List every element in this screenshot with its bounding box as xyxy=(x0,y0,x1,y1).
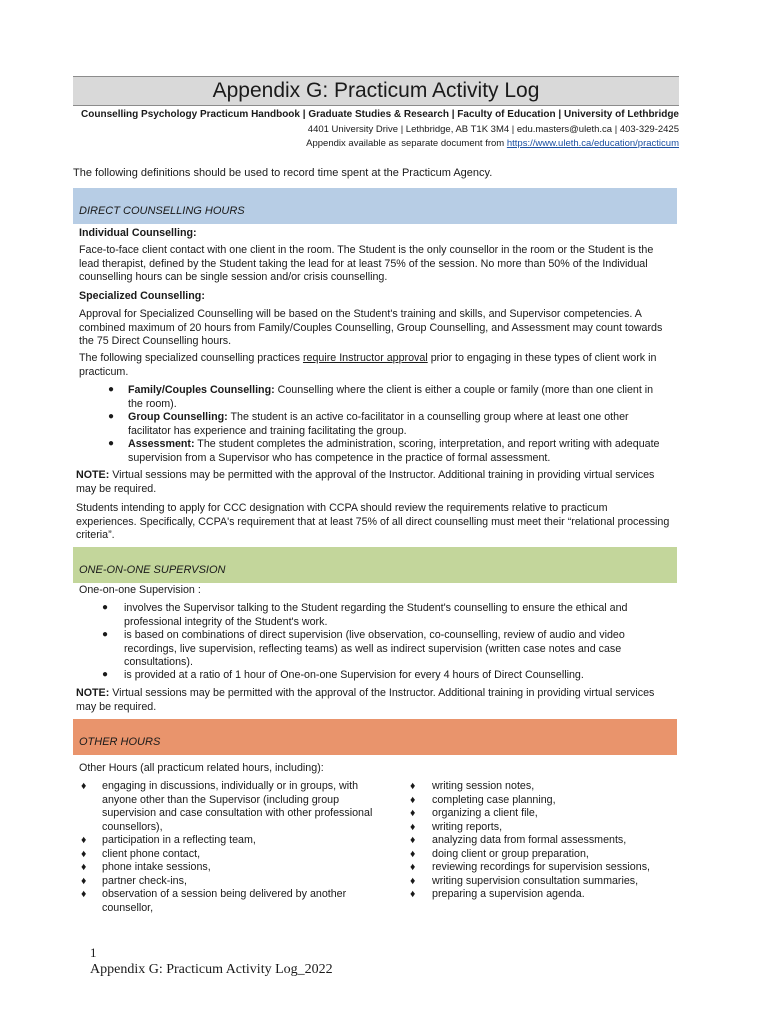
assessment-text: The student completes the administration, scoring, interpretation, and report writing with adequate supervision from a Supervisor who has competence in the practice of formal assessment. xyxy=(128,438,660,464)
contact-address: 4401 University Drive | Lethbridge, AB T1K 3M4 | edu.masters@uleth.ca | 403-329-2425 xyxy=(307,124,679,135)
diamond-bullet-icon: ♦ xyxy=(410,875,416,887)
bullet-icon: ● xyxy=(102,602,109,613)
list-item: doing client or group preparation, xyxy=(432,848,589,860)
specialized-counselling-title: Specialized Counselling: xyxy=(79,290,205,302)
practices-pre: The following specialized counselling practices xyxy=(79,352,303,364)
family-couples-label: Family/Couples Counselling: xyxy=(128,384,275,396)
note-text: Virtual sessions may be permitted with the approval of the Instructor. Additional training in providing virtual services may be required. xyxy=(76,469,655,495)
intro-text: The following definitions should be used to record time spent at the Practicum Agency. xyxy=(73,167,493,179)
ccc-text: Students intending to apply for CCC designation with CCPA should review the requirements relative to practicum experiences. Specifically, CCPA's requirement that at least 75% of all direct counselling must meet their “relational processing criteria”. xyxy=(76,502,670,541)
list-item: writing session notes, xyxy=(432,780,535,792)
group-counselling-label: Group Counselling: xyxy=(128,411,228,423)
list-item: writing supervision consultation summaries, xyxy=(432,875,639,887)
list-item: phone intake sessions, xyxy=(102,861,211,873)
list-item: reviewing recordings for supervision sessions, xyxy=(432,861,651,873)
diamond-bullet-icon: ♦ xyxy=(410,834,416,846)
bullet-icon: ● xyxy=(108,384,115,395)
diamond-bullet-icon: ♦ xyxy=(81,848,87,860)
list-item: partner check-ins, xyxy=(102,875,187,887)
supervision-note xyxy=(76,687,670,714)
page-number: 1 xyxy=(90,945,97,960)
bullet-icon: ● xyxy=(102,629,109,640)
list-item: is provided at a ratio of 1 hour of One-on-one Supervision for every 4 hours of Direct Counselling. xyxy=(124,669,584,681)
list-item: observation of a session being delivered by another counsellor, xyxy=(102,888,347,914)
diamond-bullet-icon: ♦ xyxy=(81,834,87,846)
list-item xyxy=(128,438,663,465)
bullet-icon: ● xyxy=(102,669,109,680)
individual-counselling-text: Face-to-face client contact with one client in the room. The Student is the only counsellor in the room or the Student is the lead therapist, defined by the Student taking the lead for at least 75% of the session. No more than 50% of the Individual counselling hours can be single session and/or crisis counselling. xyxy=(79,244,654,283)
diamond-bullet-icon: ♦ xyxy=(410,807,416,819)
footer-doc-title: Appendix G: Practicum Activity Log_2022 xyxy=(90,962,333,977)
list-item: completing case planning, xyxy=(432,794,556,806)
supervision-heading: ONE-ON-ONE SUPERVSION xyxy=(73,547,677,583)
individual-counselling-title: Individual Counselling: xyxy=(79,227,197,239)
diamond-bullet-icon: ♦ xyxy=(410,848,416,860)
list-item: organizing a client file, xyxy=(432,807,538,819)
list-item xyxy=(128,411,663,438)
page-title: Appendix G: Practicum Activity Log xyxy=(73,76,679,106)
specialized-practices-text xyxy=(79,352,673,379)
list-item: is based on combinations of direct supervision (live observation, co-counselling, review of audio and video recordings, live supervision, reflecting teams) as well as indirect supervision (written case notes and case consultations). xyxy=(124,629,625,668)
list-item: client phone contact, xyxy=(102,848,201,860)
availability-prefix: Appendix available as separate document from xyxy=(306,138,507,149)
diamond-bullet-icon: ♦ xyxy=(410,821,416,833)
bullet-icon: ● xyxy=(108,411,115,422)
diamond-bullet-icon: ♦ xyxy=(410,794,416,806)
handbook-subtitle: Counselling Psychology Practicum Handbook | Graduate Studies & Research | Faculty of Education | University of Lethbridge xyxy=(81,109,679,120)
direct-note xyxy=(76,469,670,496)
diamond-bullet-icon: ♦ xyxy=(410,780,416,792)
note-label: NOTE: xyxy=(76,469,110,481)
list-item xyxy=(128,384,663,411)
group-counselling-text: The student is an active co-facilitator in a counselling group where at least one other facilitator has experience and training facilitating the group. xyxy=(128,411,629,437)
list-item: writing reports, xyxy=(432,821,503,833)
diamond-bullet-icon: ♦ xyxy=(81,861,87,873)
specialized-counselling-text: Approval for Specialized Counselling will be based on the Student's training and skills, and Supervisor competencies. A combined maximum of 20 hours from Family/Couples Counselling, Group Counselling, and Assessment may count towards the 75 Direct Counselling hours. xyxy=(79,308,663,347)
list-item: engaging in discussions, individually or in groups, with anyone other than the Supervisor (including group supervision and case consultation with other professional counsellors), xyxy=(102,780,373,833)
supervision-intro: One-on-one Supervision : xyxy=(79,584,201,596)
availability-line xyxy=(73,138,679,149)
diamond-bullet-icon: ♦ xyxy=(81,875,87,887)
list-item: analyzing data from formal assessments, xyxy=(432,834,627,846)
practices-underlined: require Instructor approval xyxy=(302,352,428,364)
diamond-bullet-icon: ♦ xyxy=(410,888,416,900)
list-item: involves the Supervisor talking to the Student regarding the Student's counselling to ensure the ethical and professional integrity of the Student's work. xyxy=(124,602,628,628)
other-hours-heading: OTHER HOURS xyxy=(73,719,677,755)
other-hours-intro: Other Hours (all practicum related hours, including): xyxy=(79,762,324,774)
note-label: NOTE: xyxy=(76,687,110,699)
diamond-bullet-icon: ♦ xyxy=(81,888,87,900)
diamond-bullet-icon: ♦ xyxy=(410,861,416,873)
practices-post: prior to engaging in these types of client work in practicum. xyxy=(79,352,657,378)
diamond-bullet-icon: ♦ xyxy=(81,780,87,792)
list-item: participation in a reflecting team, xyxy=(102,834,256,846)
note-text: Virtual sessions may be permitted with the approval of the Instructor. Additional training in providing virtual services may be required. xyxy=(76,687,655,713)
direct-counselling-heading: DIRECT COUNSELLING HOURS xyxy=(73,188,677,224)
bullet-icon: ● xyxy=(108,438,115,449)
family-couples-text: Counselling where the client is either a couple or family (more than one client in the room). xyxy=(128,384,654,410)
assessment-label: Assessment: xyxy=(128,438,195,450)
list-item: preparing a supervision agenda. xyxy=(432,888,585,900)
practicum-link[interactable]: https://www.uleth.ca/education/practicum xyxy=(506,138,679,149)
